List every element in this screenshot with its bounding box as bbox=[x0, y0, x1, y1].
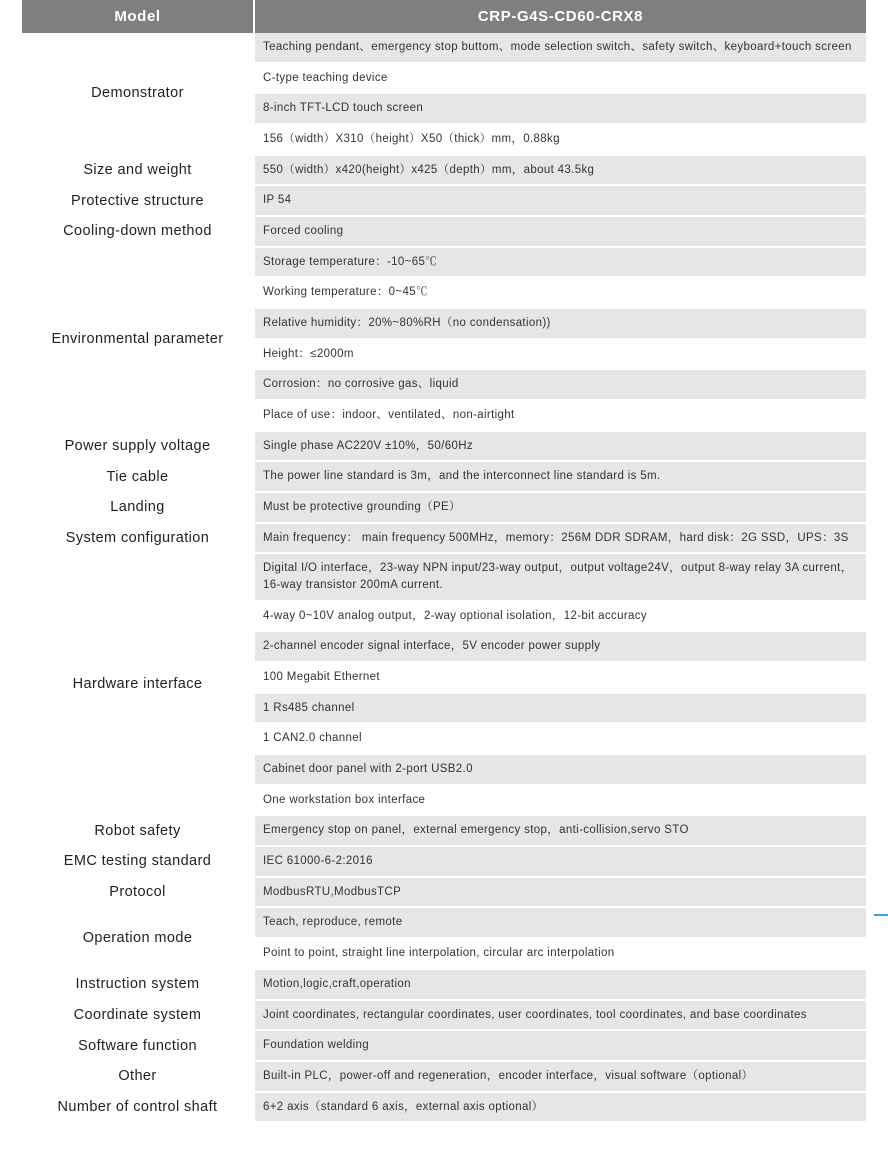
row-value: 2-channel encoder signal interface，5V encoder power supply bbox=[254, 631, 866, 662]
row-value: 100 Megabit Ethernet bbox=[254, 662, 866, 693]
header-model-label: Model bbox=[22, 0, 254, 33]
row-label: Protective structure bbox=[22, 185, 254, 216]
row-value: Relative humidity：20%~80%RH（no condensation)) bbox=[254, 308, 866, 339]
table-row bbox=[22, 907, 866, 938]
row-label: Landing bbox=[22, 492, 254, 523]
row-label: EMC testing standard bbox=[22, 846, 254, 877]
row-label: Robot safety bbox=[22, 815, 254, 846]
row-label: Coordinate system bbox=[22, 1000, 254, 1031]
row-value: Single phase AC220V ±10%，50/60Hz bbox=[254, 431, 866, 462]
table-row bbox=[22, 461, 866, 492]
table-row bbox=[22, 185, 866, 216]
row-value: Cabinet door panel with 2-port USB2.0 bbox=[254, 754, 866, 785]
row-label: System configuration bbox=[22, 523, 254, 554]
row-value: Teach, reproduce, remote bbox=[254, 907, 866, 938]
row-label: Environmental parameter bbox=[22, 247, 254, 431]
row-value: 550（width）x420(height）x425（depth）mm，about 43.5kg bbox=[254, 155, 866, 186]
header-model-value: CRP-G4S-CD60-CRX8 bbox=[254, 0, 866, 33]
table-row bbox=[22, 1000, 866, 1031]
row-value: The power line standard is 3m，and the interconnect line standard is 5m. bbox=[254, 461, 866, 492]
specification-table bbox=[22, 0, 866, 1123]
row-value: 4-way 0~10V analog output，2-way optional isolation，12-bit accuracy bbox=[254, 601, 866, 632]
row-label: Size and weight bbox=[22, 155, 254, 186]
table-row bbox=[22, 877, 866, 908]
row-label: Demonstrator bbox=[22, 33, 254, 155]
row-label: Software function bbox=[22, 1030, 254, 1061]
row-value: C-type teaching device bbox=[254, 63, 866, 94]
row-value: ModbusRTU,ModbusTCP bbox=[254, 877, 866, 908]
row-value: 156（width）X310（height）X50（thick）mm，0.88kg bbox=[254, 124, 866, 155]
row-value: 1 Rs485 channel bbox=[254, 693, 866, 724]
row-value: Forced cooling bbox=[254, 216, 866, 247]
row-value: Place of use：indoor、ventilated、non-airtight bbox=[254, 400, 866, 431]
row-label: Hardware interface bbox=[22, 553, 254, 815]
row-label: Operation mode bbox=[22, 907, 254, 968]
row-value: 6+2 axis（standard 6 axis，external axis optional） bbox=[254, 1092, 866, 1123]
table-row bbox=[22, 846, 866, 877]
table-row bbox=[22, 553, 866, 600]
table-row bbox=[22, 155, 866, 186]
table-row bbox=[22, 247, 866, 278]
row-label: Cooling-down method bbox=[22, 216, 254, 247]
table-row bbox=[22, 492, 866, 523]
row-label: Power supply voltage bbox=[22, 431, 254, 462]
row-value: 8-inch TFT-LCD touch screen bbox=[254, 93, 866, 124]
row-value: Foundation welding bbox=[254, 1030, 866, 1061]
row-value: Main frequency： main frequency 500MHz，memory：256M DDR SDRAM，hard disk：2G SSD，UPS：3S bbox=[254, 523, 866, 554]
row-label: Number of control shaft bbox=[22, 1092, 254, 1123]
row-value: Emergency stop on panel，external emergency stop，anti-collision,servo STO bbox=[254, 815, 866, 846]
row-label: Instruction system bbox=[22, 969, 254, 1000]
table-row bbox=[22, 1092, 866, 1123]
row-value: Digital I/O interface，23-way NPN input/23-way output，output voltage24V，output 8-way relay 3A current，16-way transistor 200mA current. bbox=[254, 553, 866, 600]
row-label: Other bbox=[22, 1061, 254, 1092]
table-row bbox=[22, 969, 866, 1000]
row-value: IP 54 bbox=[254, 185, 866, 216]
table-row bbox=[22, 33, 866, 63]
row-value: One workstation box interface bbox=[254, 785, 866, 816]
table-body bbox=[22, 33, 866, 1122]
row-value: Must be protective grounding（PE） bbox=[254, 492, 866, 523]
table-header-row bbox=[22, 0, 866, 33]
row-value: Teaching pendant、emergency stop buttom、mode selection switch、safety switch、keyboard+touch screen bbox=[254, 33, 866, 63]
row-value: Motion,logic,craft,operation bbox=[254, 969, 866, 1000]
table-row bbox=[22, 431, 866, 462]
row-value: Corrosion：no corrosive gas、liquid bbox=[254, 369, 866, 400]
row-value: Point to point, straight line interpolation, circular arc interpolation bbox=[254, 938, 866, 969]
table-row bbox=[22, 1030, 866, 1061]
row-value: 1 CAN2.0 channel bbox=[254, 723, 866, 754]
row-value: Height：≤2000m bbox=[254, 339, 866, 370]
row-value: Storage temperature：-10~65℃ bbox=[254, 247, 866, 278]
table-row bbox=[22, 815, 866, 846]
table-row bbox=[22, 1061, 866, 1092]
row-value: Built-in PLC，power-off and regeneration，encoder interface，visual software（optional） bbox=[254, 1061, 866, 1092]
row-label: Tie cable bbox=[22, 461, 254, 492]
row-label: Protocol bbox=[22, 877, 254, 908]
table-header bbox=[22, 0, 866, 33]
table-row bbox=[22, 216, 866, 247]
row-value: Joint coordinates, rectangular coordinates, user coordinates, tool coordinates, and base coordinates bbox=[254, 1000, 866, 1031]
table-row bbox=[22, 523, 866, 554]
edge-marker bbox=[874, 914, 888, 916]
row-value: Working temperature：0~45℃ bbox=[254, 277, 866, 308]
row-value: IEC 61000-6-2:2016 bbox=[254, 846, 866, 877]
